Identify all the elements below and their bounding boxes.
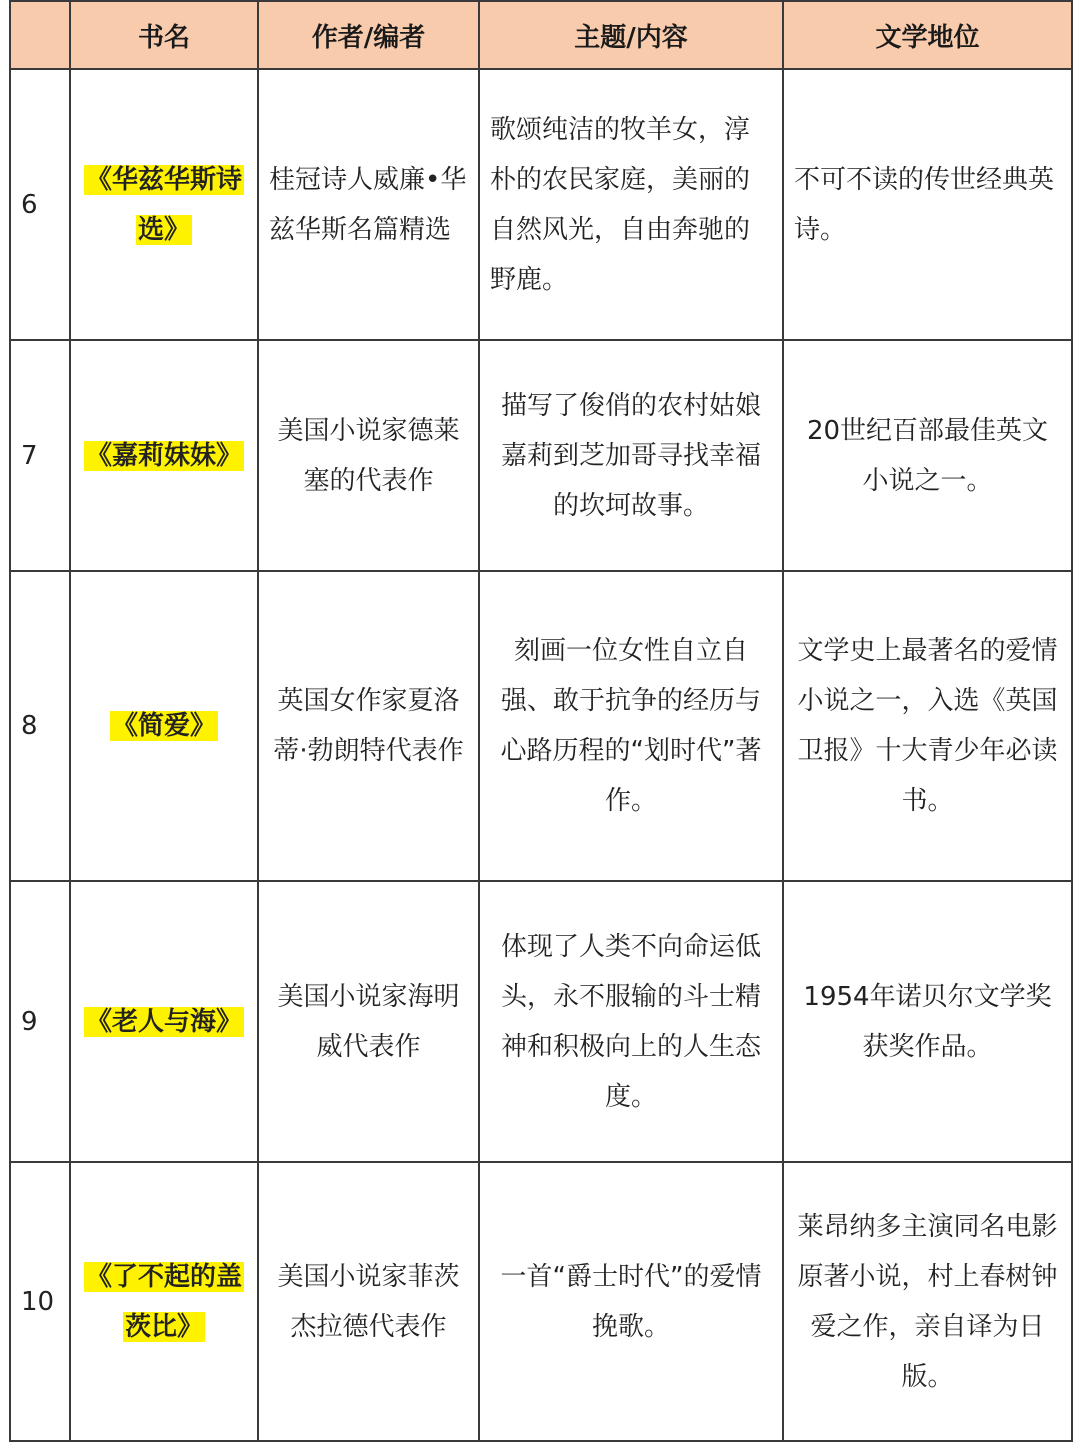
theme-cell: 一首“爵士时代”的爱情挽歌。 xyxy=(479,1162,783,1441)
header-title: 书名 xyxy=(70,1,258,69)
author-cell: 桂冠诗人威廉•华兹华斯名篇精选 xyxy=(258,69,479,340)
book-table xyxy=(9,0,1073,1442)
status-cell: 莱昂纳多主演同名电影原著小说，村上春树钟爱之作，亲自译为日版。 xyxy=(783,1162,1072,1441)
header-row xyxy=(10,1,1072,69)
author-cell: 美国小说家德莱塞的代表作 xyxy=(258,340,479,571)
table-row xyxy=(10,571,1072,881)
book-title-cell xyxy=(70,881,258,1162)
status-cell: 文学史上最著名的爱情小说之一，入选《英国卫报》十大青少年必读书。 xyxy=(783,571,1072,881)
book-title-cell xyxy=(70,571,258,881)
row-number: 8 xyxy=(10,571,70,881)
theme-cell: 刻画一位女性自立自强、敢于抗争的经历与心路历程的“划时代”著作。 xyxy=(479,571,783,881)
table-row xyxy=(10,340,1072,571)
theme-cell: 描写了俊俏的农村姑娘嘉莉到芝加哥寻找幸福的坎坷故事。 xyxy=(479,340,783,571)
table-row xyxy=(10,69,1072,340)
header-theme: 主题/内容 xyxy=(479,1,783,69)
author-cell: 美国小说家海明威代表作 xyxy=(258,881,479,1162)
row-number: 9 xyxy=(10,881,70,1162)
theme-cell: 歌颂纯洁的牧羊女，淳朴的农民家庭，美丽的自然风光，自由奔驰的野鹿。 xyxy=(479,69,783,340)
table-row xyxy=(10,1162,1072,1441)
header-number xyxy=(10,1,70,69)
author-cell: 美国小说家菲茨杰拉德代表作 xyxy=(258,1162,479,1441)
status-cell: 20世纪百部最佳英文小说之一。 xyxy=(783,340,1072,571)
row-number: 10 xyxy=(10,1162,70,1441)
book-title: 《华兹华斯诗选》 xyxy=(85,164,242,245)
book-title-cell xyxy=(70,1162,258,1441)
header-author: 作者/编者 xyxy=(258,1,479,69)
row-number: 6 xyxy=(10,69,70,340)
row-number: 7 xyxy=(10,340,70,571)
book-title: 《了不起的盖茨比》 xyxy=(85,1261,242,1342)
author-cell: 英国女作家夏洛蒂·勃朗特代表作 xyxy=(258,571,479,881)
theme-cell: 体现了人类不向命运低头，永不服输的斗士精神和积极向上的人生态度。 xyxy=(479,881,783,1162)
status-cell: 1954年诺贝尔文学奖获奖作品。 xyxy=(783,881,1072,1162)
book-title-cell xyxy=(70,340,258,571)
table-row xyxy=(10,881,1072,1162)
status-cell: 不可不读的传世经典英诗。 xyxy=(783,69,1072,340)
book-title-cell xyxy=(70,69,258,340)
header-status: 文学地位 xyxy=(783,1,1072,69)
book-title: 《老人与海》 xyxy=(85,1006,242,1037)
book-title: 《简爱》 xyxy=(111,711,216,741)
book-title: 《嘉莉妹妹》 xyxy=(85,440,242,471)
